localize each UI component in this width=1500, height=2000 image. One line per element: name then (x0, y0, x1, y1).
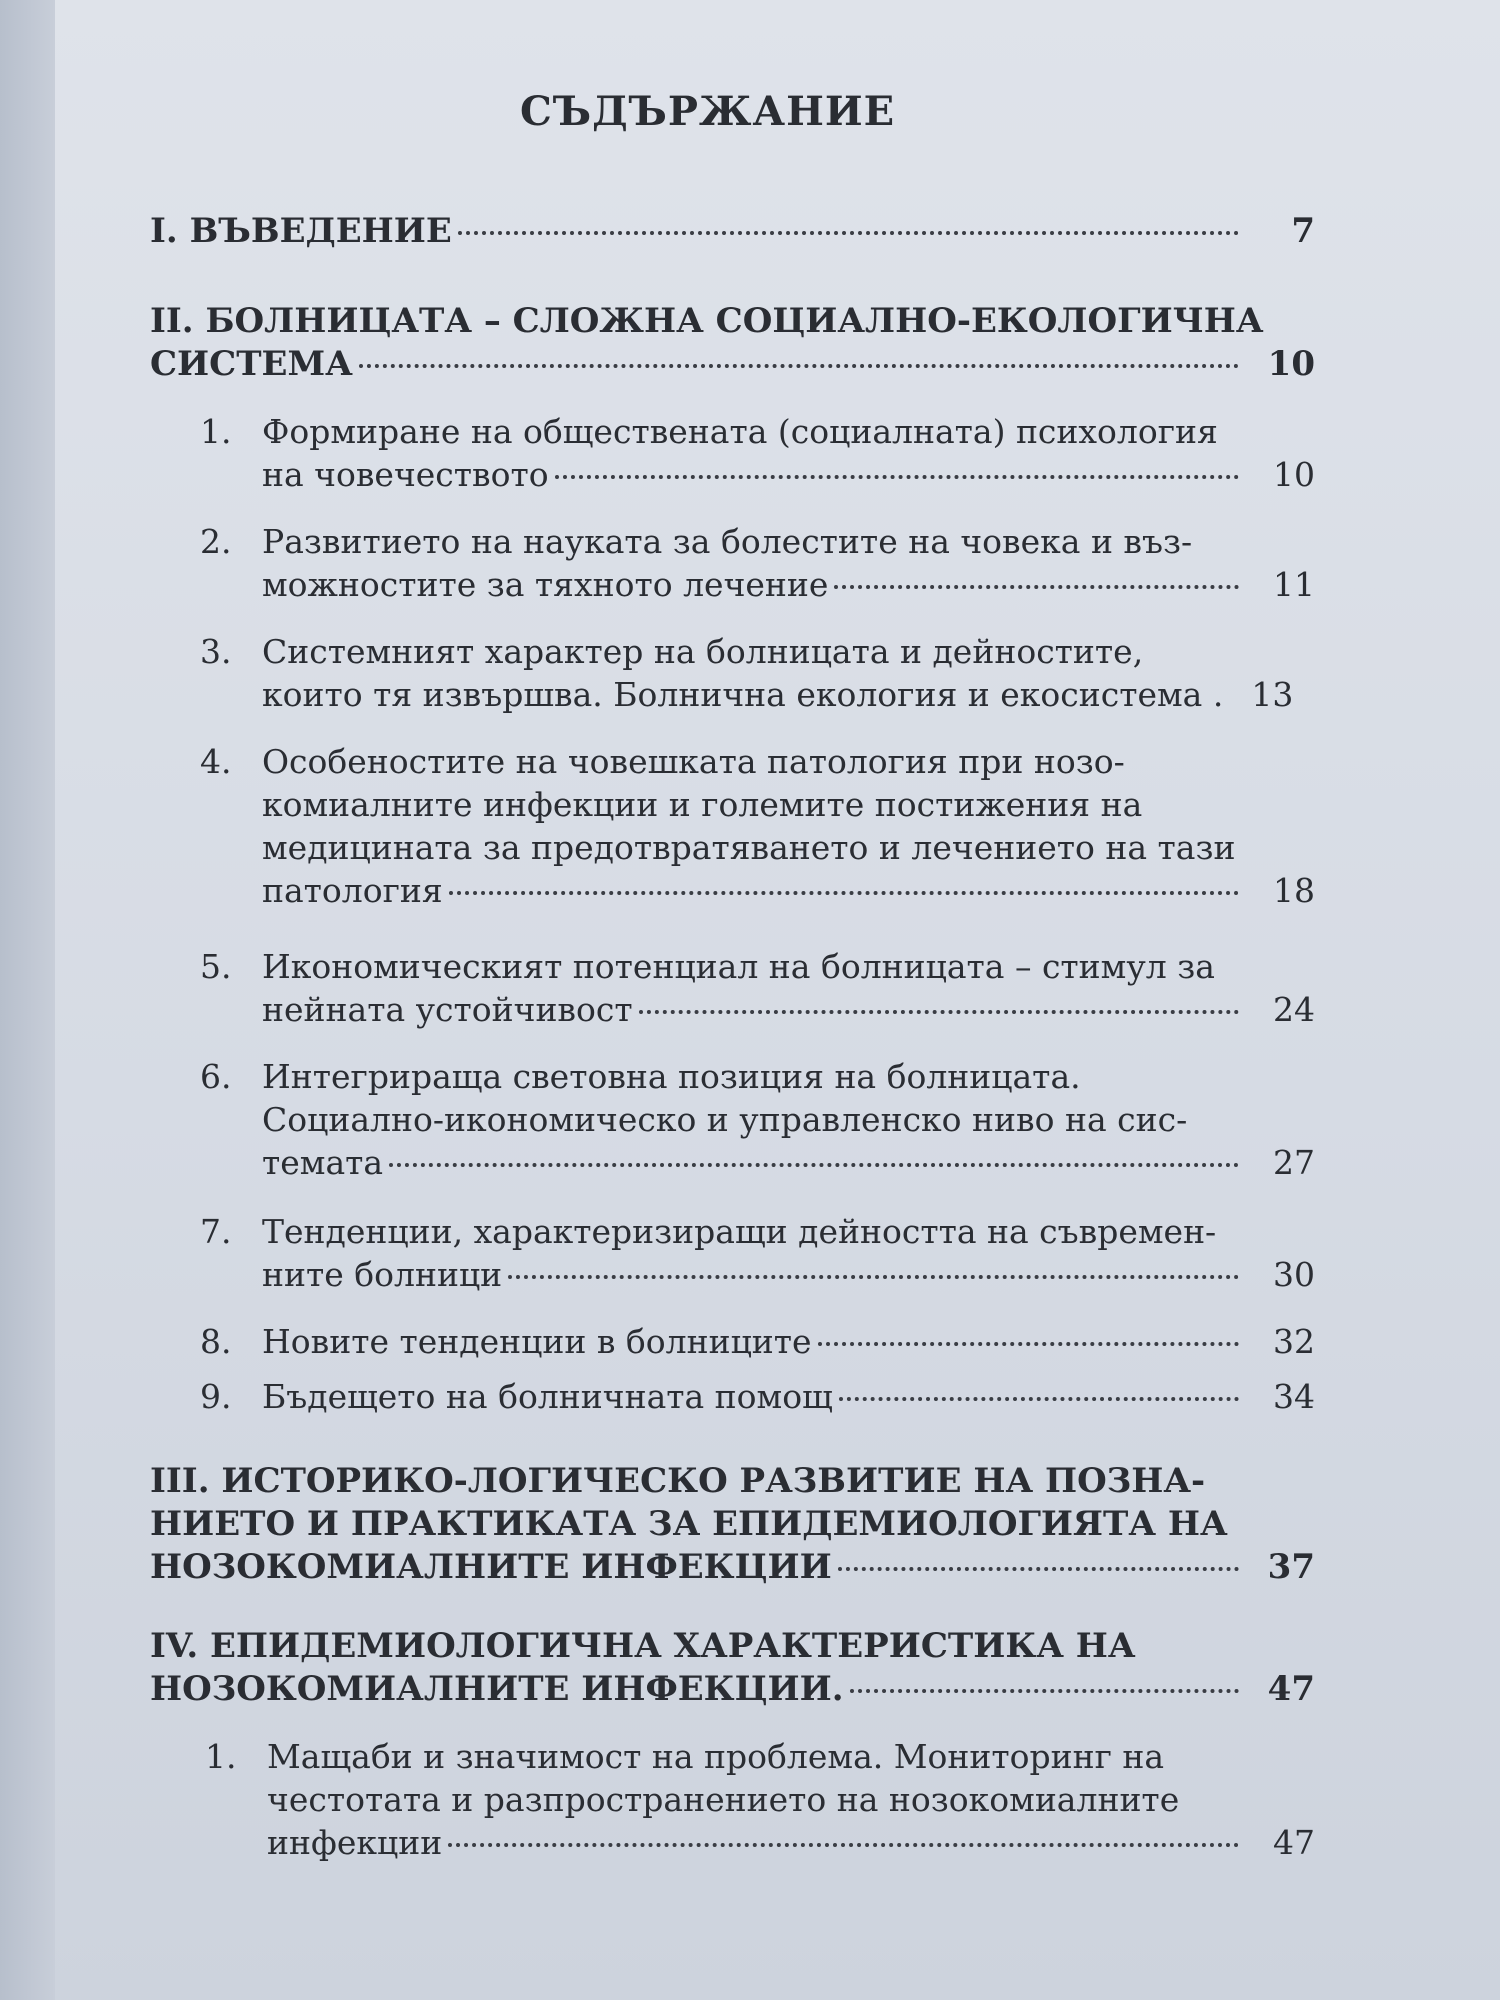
leader-dots (639, 1010, 1239, 1014)
entry-line: НИЕТО И ПРАКТИКАТА ЗА ЕПИДЕМИОЛОГИЯТА НА (150, 1504, 1228, 1544)
entry-number: 6. (200, 1057, 232, 1096)
entry-line: Тенденции, характеризиращи дейността на съвремен- (262, 1212, 1217, 1251)
toc-entry (200, 630, 1315, 716)
page-number: 37 (1267, 1547, 1315, 1587)
entry-line: Социално-икономическо и управленско ниво на сис- (262, 1100, 1188, 1139)
page-number: 10 (1273, 455, 1315, 494)
book-edge (0, 0, 55, 2000)
toc-entry (200, 945, 1315, 1031)
toc-entry (200, 410, 1315, 496)
entry-last-line: патология (262, 871, 443, 910)
entry-last-line: темата (262, 1143, 384, 1182)
leader-dots (458, 231, 1239, 235)
page-number: 13 (1251, 675, 1294, 714)
entry-number: 9. (200, 1377, 232, 1416)
toc-entry (200, 520, 1315, 606)
entry-last-line: ните болници (262, 1255, 503, 1294)
entry-number: 5. (200, 947, 232, 986)
entry-last-line: на човечеството (262, 455, 549, 494)
entry-last-line: I. ВЪВЕДЕНИЕ (150, 211, 452, 251)
entry-last-line: НОЗОКОМИАЛНИТЕ ИНФЕКЦИИ (150, 1547, 832, 1587)
entry-line: Системният характер на болницата и дейностите, (262, 632, 1144, 671)
entry-last-line: Бъдещето на болничната помощ (262, 1377, 833, 1416)
page-title: СЪДЪРЖАНИЕ (520, 88, 896, 135)
entry-line: Формиране на обществената (социалната) психология (262, 412, 1218, 451)
entry-line: Развитието на науката за болестите на човека и въз- (262, 522, 1193, 561)
page-number: 27 (1273, 1143, 1315, 1182)
page-number: 47 (1267, 1669, 1315, 1709)
toc-entry (150, 1460, 1315, 1589)
toc-entry (200, 1055, 1315, 1184)
page-number: 30 (1273, 1255, 1315, 1294)
entry-last-line: СИСТЕМА (150, 344, 353, 384)
entry-line: IV. ЕПИДЕМИОЛОГИЧНА ХАРАКТЕРИСТИКА НА (150, 1626, 1136, 1666)
entry-number: 4. (200, 742, 232, 781)
toc-entry (200, 1210, 1315, 1296)
entry-line: Мащаби и значимост на проблема. Мониторинг на (267, 1737, 1165, 1776)
leader-dots (389, 1163, 1239, 1167)
entry-last-line: инфекции (267, 1823, 443, 1862)
entry-line: Особеностите на човешката патология при нозо- (262, 742, 1125, 781)
entry-number: 7. (200, 1212, 232, 1251)
toc-entry (150, 210, 1315, 253)
leader-dots (359, 364, 1239, 368)
leader-dots (838, 1567, 1239, 1571)
entry-number: 3. (200, 632, 232, 671)
toc-entry (150, 300, 1315, 386)
leader-dots (508, 1275, 1239, 1279)
page-number: 24 (1273, 990, 1315, 1029)
toc-entry (200, 1320, 1315, 1363)
page-number: 18 (1273, 871, 1315, 910)
page-number: 32 (1273, 1322, 1315, 1361)
entry-last-line: Новите тенденции в болниците (262, 1322, 812, 1361)
page-number: 7 (1291, 211, 1315, 251)
page-number: 11 (1273, 565, 1315, 604)
toc-entry (200, 1375, 1315, 1418)
entry-line: честотата и разпространението на нозокомиалните (267, 1780, 1180, 1819)
entry-line: II. БОЛНИЦАТА – СЛОЖНА СОЦИАЛНО-ЕКОЛОГИЧНА (150, 301, 1264, 341)
entry-number: 1. (205, 1737, 237, 1776)
page-number: 34 (1273, 1377, 1315, 1416)
page-number: 10 (1267, 344, 1315, 384)
toc-entry (205, 1735, 1315, 1864)
entry-number: 2. (200, 522, 232, 561)
leader-dots (850, 1689, 1239, 1693)
entry-last-line: нейната устойчивост (262, 990, 633, 1029)
entry-line: Интегрираща световна позиция на болницата. (262, 1057, 1081, 1096)
leader-dots (449, 891, 1239, 895)
entry-number: 1. (200, 412, 232, 451)
entry-line: Икономическият потенциал на болницата – стимул за (262, 947, 1215, 986)
entry-last-line: НОЗОКОМИАЛНИТЕ ИНФЕКЦИИ. (150, 1669, 844, 1709)
entry-number: 8. (200, 1322, 232, 1361)
entry-line: III. ИСТОРИКО-ЛОГИЧЕСКО РАЗВИТИЕ НА ПОЗНА- (150, 1461, 1206, 1501)
toc-entry (200, 740, 1315, 912)
leader-dots (818, 1342, 1239, 1346)
leader-dots (834, 585, 1239, 589)
entry-last-line: които тя извършва. Болнична екология и екосистема . (262, 675, 1224, 714)
page-number: 47 (1273, 1823, 1315, 1862)
entry-line: медицината за предотвратяването и лечението на тази (262, 828, 1236, 867)
toc-entry (150, 1625, 1315, 1711)
leader-dots (839, 1397, 1239, 1401)
leader-dots (555, 475, 1239, 479)
leader-dots (448, 1843, 1239, 1847)
entry-line: комиалните инфекции и големите постижения на (262, 785, 1143, 824)
entry-last-line: можностите за тяхното лечение (262, 565, 829, 604)
